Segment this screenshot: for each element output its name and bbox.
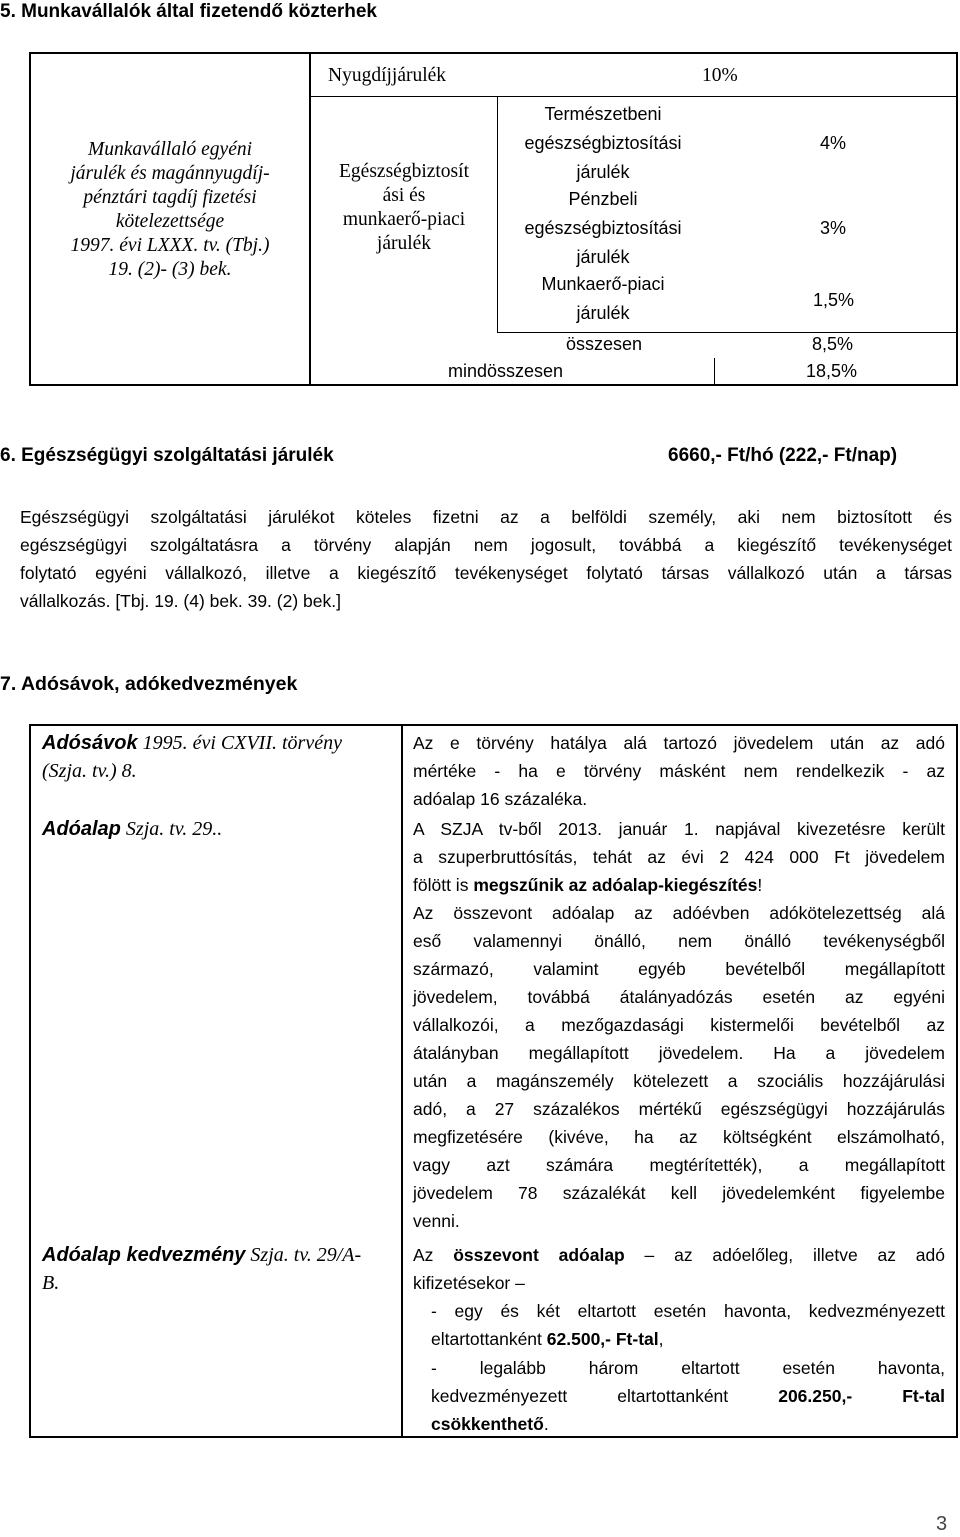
page-number: 3 [936,1513,948,1535]
in-kind-health-label: Természetbeni egészségbiztosítási járulék [524,104,682,182]
health-contribution-label: Egészségbiztosít ási és munkaerő-piaci járulék [339,161,469,254]
labour-market-label: Munkaerő-piaci járulék [541,274,665,323]
cash-health-rate: 3% [820,218,847,238]
tax-base-allowance-reference: Adóalap kedvezmény Szja. tv. 29/A- B. [42,1244,362,1294]
in-kind-health-rate: 4% [820,133,847,153]
taxpayer-obligation-cell: Munkavállaló egyéni járulék és magánnyugdíj- pénztári tagdíj fizetési kötelezettsége 1997. évi LXXX. tv. (Tbj.) 19. (2)- (3) bek. [70,139,270,280]
subtotal-label: összesen [566,334,643,354]
tax-base-reference: Adóalap Szja. tv. 29.. [42,818,223,840]
tax-base-text: A SZJA tv-ből 2013. január 1. napjával kivezetésre került a szuperbruttósítás, tehát az évi 2 424 000 Ft jövedelem fölött is megszűnik az adóalap-kiegészítés! Az összevont adóalap az adóévben adókötelezettség alá eső valamennyi önálló, nem önálló tevékenységből származó, valamint egyéb bevételből megállapított jövedelem, továbbá átalányadózás esetén az egyéni vállalkozói, a mezőgazdasági kistermelői bevételből az átalányban megállapított jövedelem. Ha a jövedelem után a magánszemély kötelezett a szociális hozzájárulási adó, a 27 százalékos mértékű egészségügyi hozzájárulás megfizetésére (kivéve, ha az költségként elszámolható, vagy azt számára megtérítették), a megállapított jövedelem 78 százalékát kell jövedelemként figyelembe venni. [413,819,945,1231]
section-5-heading: 5. Munkavállalók által fizetendő közterhek [0,1,377,22]
health-service-amount: 6660,- Ft/hó (222,- Ft/nap) [668,445,898,466]
section-7-heading: 7. Adósávok, adókedvezmények [0,673,298,695]
pension-label: Nyugdíjjárulék [328,65,447,86]
total-label: mindösszesen [448,361,564,381]
total-rate: 18,5% [806,361,858,381]
tax-base-allowance-text: Az összevont adóalap – az adóelőleg, illetve az adó kifizetésekor – [413,1245,945,1293]
allowance-bullet-one: - egy és két eltartott esetén havonta, kedvezményezett eltartottanként 62.500,- Ft-tal, [431,1301,945,1349]
section-6-paragraph: Egészségügyi szolgáltatási járulékot köteles fizetni az a belföldi személy, aki nem biztosított és egészségügyi szolgáltatásra a törvény alapján nem jogosult, továbbá a kiegészítő tevékenységet folytató egyéni vállalkozó, illetve a kiegészítő tevékenységet folytató társas vállalkozó után a társas vállalkozás. [Tbj. 19. (4) bek. 39. (2) bek.] [20,507,952,611]
tax-bands-text: Az e törvény hatálya alá tartozó jövedelem után az adó mértéke - ha e törvény másként nem rendelkezik - az adóalap 16 százaléka. [413,733,945,809]
cash-health-label: Pénzbeli egészségbiztosítási járulék [524,189,682,267]
labour-market-rate: 1,5% [813,290,855,310]
tax-bands-reference: Adósávok 1995. évi CXVII. törvény (Szja. tv.) 8. [42,732,342,782]
subtotal-rate: 8,5% [812,334,854,354]
section-6-heading: 6. Egészségügyi szolgáltatási járulék [0,445,334,466]
pension-rate: 10% [702,65,738,86]
allowance-bullet-two: - legalább három eltartott esetén havonta, kedvezményezett eltartottanként 206.250,- Ft-tal csökkenthető. [431,1358,945,1434]
